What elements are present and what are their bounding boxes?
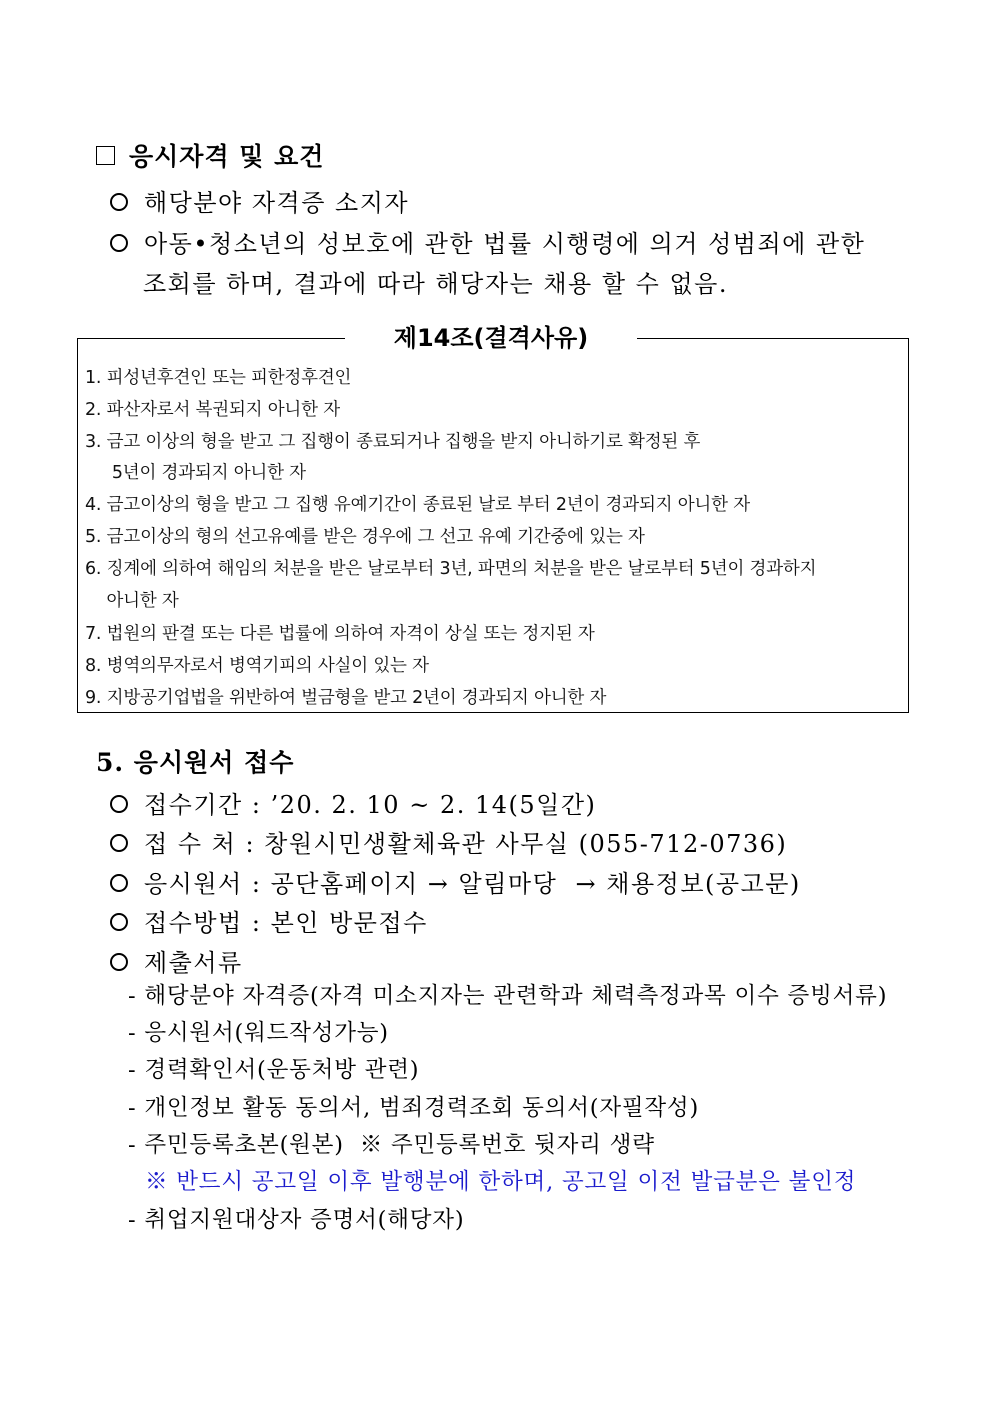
document-item: - 개인정보 활동 동의서, 범죄경력조회 동의서(자필작성)	[128, 1095, 700, 1121]
qualification-item-text: 해당분야 자격증 소지자	[144, 189, 410, 217]
circle-bullet-icon	[110, 913, 128, 931]
qualification-item-1	[110, 183, 409, 218]
checkbox-square-icon	[96, 146, 115, 165]
application-item-text: 제출서류	[144, 949, 243, 977]
disqualification-line: 2. 파산자로서 복권되지 아니한 자	[85, 400, 340, 420]
qualification-title: 응시자격 및 요건	[129, 142, 325, 171]
circle-bullet-icon	[110, 874, 128, 892]
application-item	[110, 903, 428, 938]
document-item: - 경력확인서(운동처방 관련)	[128, 1057, 420, 1083]
qualification-item-2-continued: 조회를 하며, 결과에 따라 해당자는 채용 할 수 없음.	[143, 270, 728, 298]
disqualification-line: 5년이 경과되지 아니한 자	[85, 463, 306, 483]
document-item: - 주민등록초본(원본) ※ 주민등록번호 뒷자리 생략	[128, 1132, 655, 1158]
application-item-text: 접 수 처 : 창원시민생활체육관 사무실 (055-712-0736)	[144, 830, 788, 858]
qualification-item-text: 아동•청소년의 성보호에 관한 법률 시행령에 의거 성범죄에 관한	[144, 230, 866, 258]
document-item: - 취업지원대상자 증명서(해당자)	[128, 1207, 465, 1233]
disqualification-line: 7. 법원의 판결 또는 다른 법률에 의하여 자격이 상실 또는 정지된 자	[85, 624, 595, 644]
document-item: - 해당분야 자격증(자격 미소지자는 관련학과 체력측정과목 이수 증빙서류)	[128, 983, 888, 1009]
application-item-text: 접수기간 : ’20. 2. 10 ~ 2. 14(5일간)	[144, 791, 597, 819]
circle-bullet-icon	[110, 834, 128, 852]
qualification-item-2	[110, 224, 865, 259]
application-item-text: 응시원서 : 공단홈페이지 → 알림마당 → 채용정보(공고문)	[144, 870, 801, 898]
disqualification-line: 5. 금고이상의 형의 선고유예를 받은 경우에 그 선고 유예 기간중에 있는 자	[85, 527, 645, 547]
disqualification-line: 3. 금고 이상의 형을 받고 그 집행이 종료되거나 집행을 받지 아니하기로 확정된 후	[85, 432, 701, 452]
disqualification-box-title: 제14조(결격사유)	[345, 318, 637, 358]
application-item	[110, 864, 801, 899]
application-item	[110, 785, 596, 820]
disqualification-line: 아니한 자	[85, 591, 179, 611]
circle-bullet-icon	[110, 953, 128, 971]
disqualification-line: 9. 지방공기업법을 위반하여 벌금형을 받고 2년이 경과되지 아니한 자	[85, 688, 607, 708]
disqualification-line: 4. 금고이상의 형을 받고 그 집행 유예기간이 종료된 날로 부터 2년이 경과되지 아니한 자	[85, 495, 750, 515]
circle-bullet-icon	[110, 193, 128, 211]
application-heading: 5. 응시원서 접수	[96, 748, 295, 777]
application-item	[110, 824, 787, 859]
circle-bullet-icon	[110, 234, 128, 252]
circle-bullet-icon	[110, 795, 128, 813]
application-item	[110, 943, 243, 978]
document-item: - 응시원서(워드작성가능)	[128, 1020, 389, 1046]
disqualification-line: 6. 징계에 의하여 해임의 처분을 받은 날로부터 3년, 파면의 처분을 받은 날로부터 5년이 경과하지	[85, 559, 817, 579]
qualification-heading	[96, 137, 324, 173]
disqualification-line: 1. 피성년후견인 또는 피한정후견인	[85, 368, 352, 388]
disqualification-line: 8. 병역의무자로서 병역기피의 사실이 있는 자	[85, 656, 429, 676]
issuance-note: ※ 반드시 공고일 이후 발행분에 한하며, 공고일 이전 발급분은 불인정	[145, 1169, 857, 1195]
application-item-text: 접수방법 : 본인 방문접수	[144, 909, 428, 937]
